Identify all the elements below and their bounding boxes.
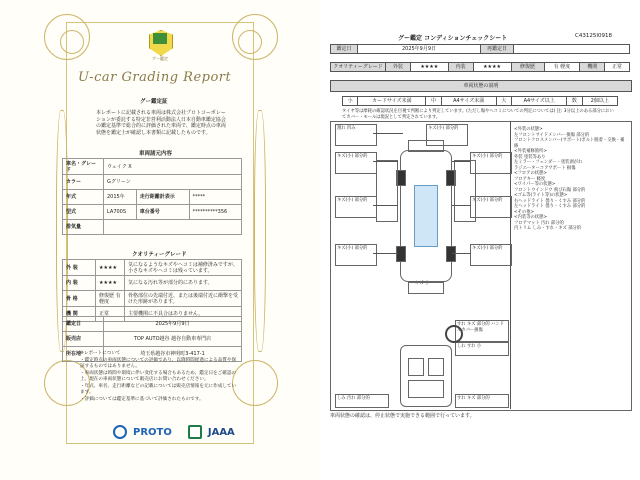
grade-stars: ★★★★ — [96, 260, 125, 276]
row-label: 排気量 — [63, 220, 104, 235]
callout-box: キズ(小) 部分的 — [470, 244, 512, 266]
notes-title: ※レポートについて — [80, 351, 121, 356]
note-line: 左ヘッドライト 曇り・くすみ 部分的 — [514, 204, 586, 209]
grade-stars: ★★★★ — [96, 276, 125, 291]
note-line: 左ミラー・フェンダー・塗装剥がれ — [514, 160, 583, 165]
leader-line — [452, 161, 470, 162]
logos — [113, 425, 235, 439]
row-label: 販売店 — [63, 332, 104, 347]
size-value: 2個以上 — [582, 97, 617, 106]
table-row — [331, 45, 630, 54]
ornament-top-left-inner — [60, 30, 84, 54]
callout-box: キズ(小) 部分的 — [335, 152, 377, 174]
row-value: 2015年 — [104, 190, 137, 205]
row-value: 埼玉県越谷市神明町3-417-1 — [104, 347, 242, 362]
condition-check-sheet — [330, 0, 640, 480]
label-cell: クオリティーグレード — [331, 63, 386, 72]
footer-note: 車両状態の確認は、停止状態で実施できる範囲で行っています。 — [330, 413, 475, 419]
table-row — [63, 276, 242, 291]
note-line: フロアキー 軽度 — [514, 176, 546, 182]
label-cell: 内装 — [448, 63, 473, 72]
row-label-2: 車台番号 — [136, 205, 189, 220]
car-front-outline — [408, 140, 444, 152]
grade-desc: 主要機関に不具合はありません。 — [125, 307, 242, 322]
sheet-title: グー鑑定 コンディションチェックシート — [398, 35, 508, 42]
details-header: 車両諸元内容 — [139, 151, 173, 157]
table-row — [63, 220, 242, 235]
note-line: ・年式、車名、走行距離などの記載については販売店情報を元に作成しています。 — [80, 383, 237, 395]
leader-line — [452, 253, 470, 254]
seat-front-right-icon — [428, 358, 444, 376]
proto-logo-text: PROTO — [133, 426, 172, 438]
callout-box: すれ キズ 部分的 ハンドルカバー損傷 — [455, 320, 509, 342]
note-line: 内トリム しみ・すれ・キズ 部分的 — [514, 226, 582, 231]
table-row — [63, 260, 242, 276]
callout-box: キズ(小) 部分的 — [335, 196, 377, 218]
label-cell: 再鑑定日 — [481, 45, 514, 54]
wheel-rear-right-icon — [446, 246, 456, 262]
certificate-title: U-car Grading Report — [78, 70, 232, 85]
row-label: 車名・グレード — [63, 159, 104, 175]
grade-desc: 気になるようなキズやヘコミは補修済みですが、小さなキズやヘコミは残っています。 — [125, 260, 242, 276]
row-label: カラー — [63, 175, 104, 190]
notes-block — [80, 351, 240, 403]
note-line: <その他> — [514, 209, 535, 215]
note-line: <外装の状態> — [514, 127, 543, 132]
table-row — [63, 317, 242, 332]
leader-line — [452, 205, 470, 206]
value-cell: ★★★★ — [410, 63, 448, 72]
note-line: フロントクロスメンバー(サポート)ボルト脱着・交換・補修 — [514, 138, 625, 149]
table-row — [63, 159, 242, 175]
size-value: カードサイズ未満 — [358, 97, 426, 106]
quality-grade-table — [62, 259, 242, 322]
label-cell: 外装 — [386, 63, 411, 72]
row-label: 鑑定日 — [63, 317, 104, 332]
label-cell: 修復歴 — [511, 63, 544, 72]
note-line: ラジエーターコアサポート 損傷 — [514, 165, 576, 171]
ornament-right-vine — [254, 110, 266, 352]
condition-header: 車両状態の説明 — [330, 80, 632, 92]
size-label: 中 — [426, 97, 441, 106]
value-cell: 正常 — [605, 63, 630, 72]
row-label-2: 走行距離計表示 — [136, 190, 189, 205]
grade-table — [330, 62, 630, 72]
callout-box: しみ 汚れ 部分的 — [335, 394, 389, 408]
note-line: フロアマット 汚れ 部分的 — [514, 220, 564, 226]
grade-desc: 骨格部位の先端付近、または後端付近に衝撃を受けた形跡があります。 — [125, 291, 242, 307]
quality-header: クオリティーグレード — [132, 252, 187, 258]
row-value: TOP AUTO越谷 越谷自動車専門店 — [104, 332, 242, 347]
table-row — [63, 291, 242, 307]
jaaa-logo-icon — [188, 425, 202, 439]
size-value: A4サイズ以上 — [512, 97, 567, 106]
grade-desc: 気になる汚れ等が部分的にあります。 — [125, 276, 242, 291]
seat-front-left-icon — [408, 358, 424, 376]
jaaa-logo-text: JAAA — [207, 426, 235, 438]
table-row — [343, 97, 618, 106]
value-cell — [514, 45, 630, 54]
certificate-intro: 本レポートに記載される車両は株式会社プロトコーポレーションが委託する特定非営利活動法人日本自動車鑑定協会の鑑定基準で総合的に評価された車両で、鑑定時点の車両状態を鑑定士が確認し本書類に記載したものです。 — [96, 110, 226, 136]
leader-line — [373, 253, 398, 254]
note-line: <内装等の状態> — [514, 215, 547, 220]
note-line: ・車両状態は時間や環境に伴い変化する場合もあるため、鑑定日をご確認の上、現在の車両状態について販売店にお問い合わせください。 — [80, 370, 237, 382]
callout-box: キズ(小) 部分的 — [470, 152, 512, 174]
row-label: 所在地 — [63, 347, 104, 362]
note-line: 外装 塗装等あり — [514, 154, 546, 160]
grade-stars: 正常 — [96, 307, 125, 322]
badge-label: グー鑑定 — [152, 56, 168, 61]
row-value — [104, 220, 242, 235]
table-row — [63, 190, 242, 205]
callout-box: キズ(小) 部分的 — [335, 244, 377, 266]
row-value: 2025年9月9日 — [104, 317, 242, 332]
car-rear-outline — [408, 282, 444, 294]
value-cell: 2025年9月9日 — [358, 45, 481, 54]
car-side-left-outline — [376, 160, 398, 222]
table-row — [63, 175, 242, 190]
note-line: ・評価については鑑定基準に基づいて評価されたものです。 — [80, 396, 204, 402]
grade-label: 外 装 — [63, 260, 96, 276]
note-line: <フロアの状態> — [514, 171, 547, 176]
leader-line — [373, 133, 403, 134]
row-label: 型式 — [63, 205, 104, 220]
size-legend-table — [342, 96, 618, 106]
certificate-number: C43125I0918 — [575, 33, 612, 39]
grade-label: 骨 格 — [63, 291, 96, 307]
grade-stars: 修復歴 有 軽度 — [96, 291, 125, 307]
value-cell: ★★★★ — [473, 63, 511, 72]
certificate-subtitle: グー鑑定証 — [140, 99, 168, 105]
table-row — [331, 63, 630, 72]
ornament-top-right-inner — [238, 30, 262, 54]
row-value-2: ***** — [189, 190, 241, 205]
seat-rear-icon — [408, 380, 444, 398]
row-label: 年式 — [63, 190, 104, 205]
value-cell: 有 軽度 — [544, 63, 580, 72]
table-row — [63, 205, 242, 220]
car-roof-glass — [414, 185, 438, 247]
note-line: フロントウインドウ 飛び石傷 部分的 — [514, 187, 586, 193]
label-cell: 機関 — [580, 63, 605, 72]
note-line: 左フロントサイドメンバー 損傷 部分的 — [514, 132, 590, 138]
leader-line — [373, 161, 398, 162]
note-line: <ワイパー等の状態> — [514, 182, 556, 187]
note-line: <ゴム等(ライト等)の状態> — [514, 193, 568, 198]
row-value: LA700S — [104, 205, 137, 220]
callout-box: 割れ 凹み — [335, 124, 377, 146]
callout-box: キズ(小) 部分的 — [470, 196, 512, 218]
note-line: ・鑑定時点の車両状態についての評価であり、以降時間経過による品質や保証するものではありません。 — [80, 357, 237, 369]
callout-box: すれ キズ 部分的 — [455, 394, 509, 408]
grade-label: 内 装 — [63, 276, 96, 291]
goo-badge-inner-icon — [153, 33, 167, 44]
note-line: 右ヘッドライト 曇り・くすみ 部分的 — [514, 198, 586, 204]
callout-text: キズ 小 — [415, 281, 430, 286]
size-label: 小 — [343, 97, 358, 106]
date-table — [330, 44, 630, 54]
vehicle-details-table — [62, 158, 242, 235]
row-value-2: **********356 — [189, 205, 241, 220]
car-side-right-outline — [454, 160, 476, 222]
size-value: A4サイズ未満 — [441, 97, 496, 106]
callout-box: しわ すれ 小 — [455, 342, 509, 356]
steering-wheel-icon — [445, 325, 463, 343]
label-cell: 鑑定日 — [331, 45, 358, 54]
proto-logo-icon — [113, 425, 127, 439]
size-note: タイヤ等は摩耗の確認状況を目視で判断により判定しています。(ただし傷やヘコミについての判定については) 注: 3分以上のある部分においてカバー・モールは現況として判定されています。 — [342, 109, 614, 120]
size-label: 大 — [496, 97, 511, 106]
leader-line — [373, 205, 398, 206]
note-line: <外装補修箇所> — [514, 149, 547, 154]
wheel-rear-left-icon — [396, 246, 406, 262]
size-label: 数 — [567, 97, 582, 106]
row-value: ウェイク X — [104, 159, 242, 175]
condition-notes — [514, 127, 626, 232]
row-value: Gグリーン — [104, 175, 242, 190]
table-row — [63, 332, 242, 347]
grade-label: 機 関 — [63, 307, 96, 322]
callout-box: キズ(小) 部分的 — [426, 124, 468, 146]
